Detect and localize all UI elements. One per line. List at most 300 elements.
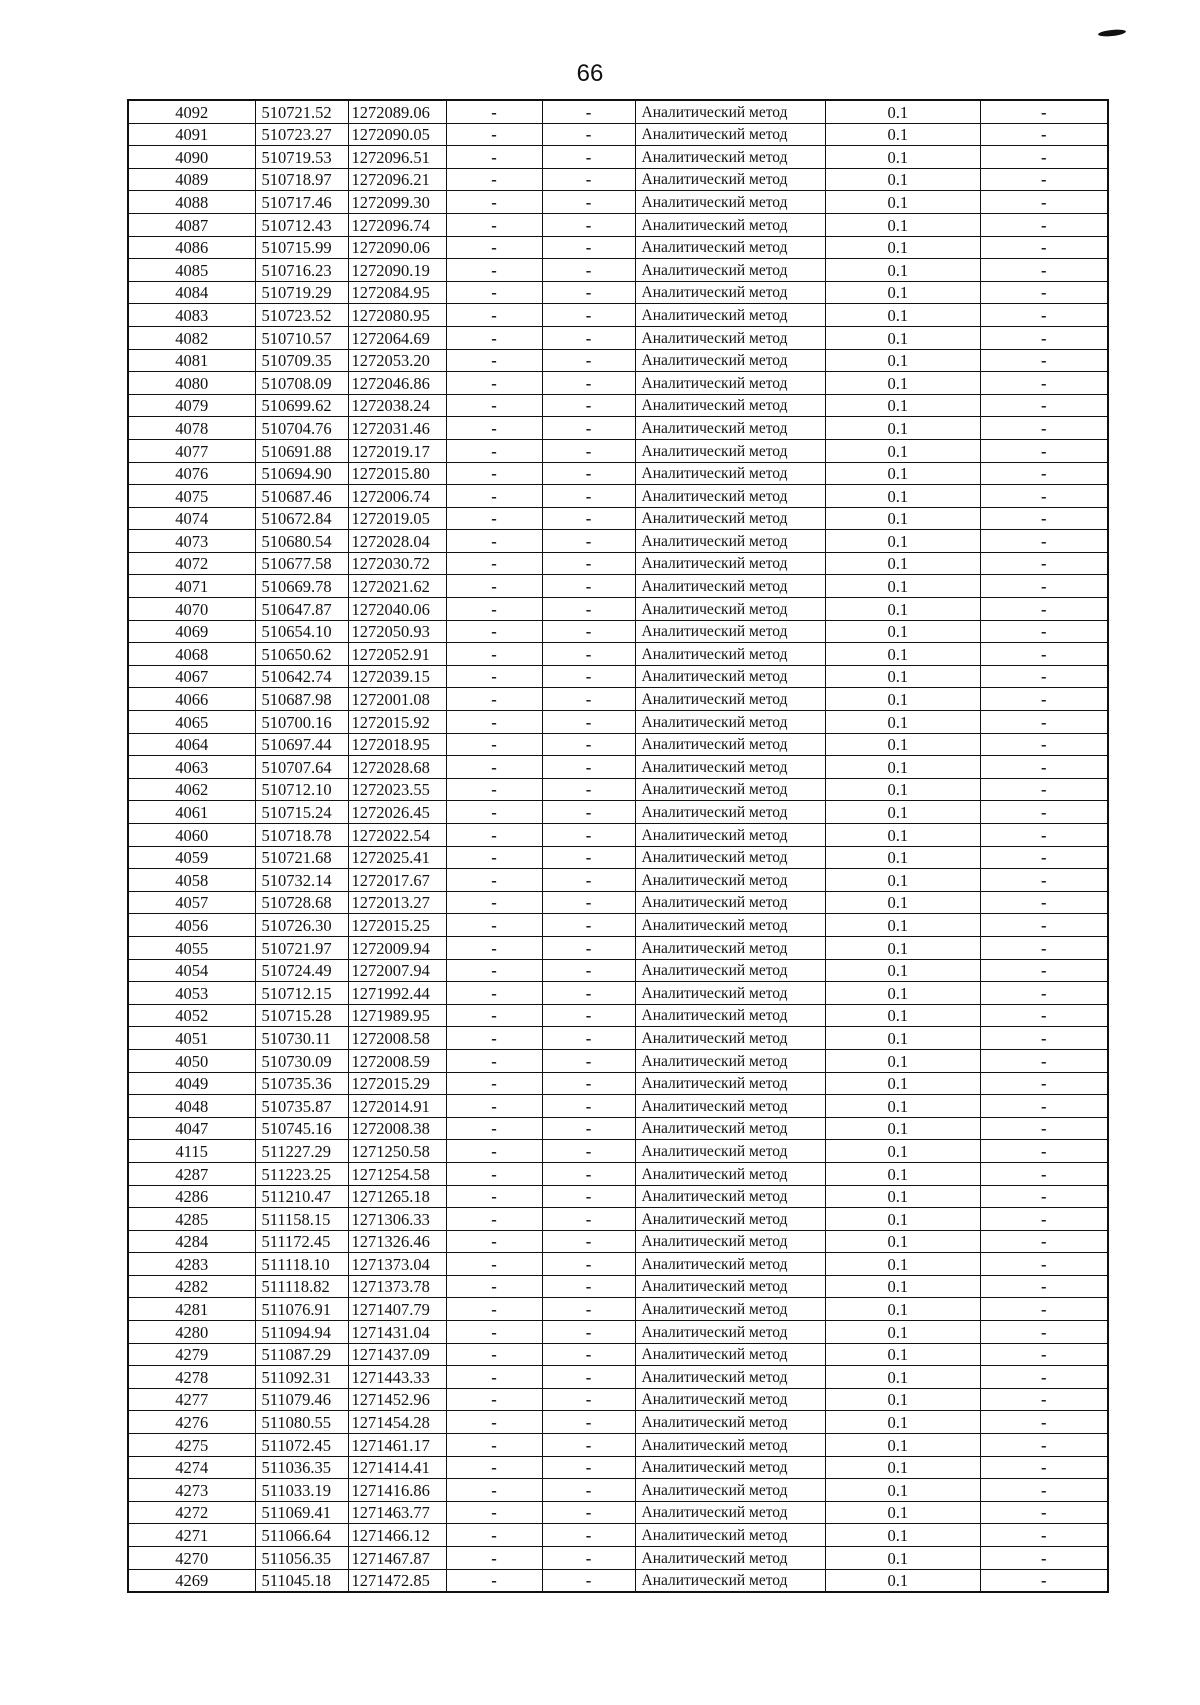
method-cell: Аналитический метод [635,191,825,214]
empty-cell: - [980,1117,1108,1140]
empty-cell: - [542,1230,635,1253]
empty-cell: - [446,1162,542,1185]
accuracy-cell: 0.1 [825,665,980,688]
point-number-cell: 4073 [128,530,255,553]
point-number-cell: 4048 [128,1095,255,1118]
empty-cell: - [980,1411,1108,1434]
x-coordinate-cell: 510712.10 [255,778,348,801]
empty-cell: - [542,1027,635,1050]
empty-cell: - [542,326,635,349]
empty-cell: - [980,1185,1108,1208]
table-row [128,1027,1108,1050]
point-number-cell: 4057 [128,891,255,914]
accuracy-cell: 0.1 [825,462,980,485]
x-coordinate-cell: 511056.35 [255,1547,348,1570]
method-cell: Аналитический метод [635,1366,825,1389]
empty-cell: - [542,665,635,688]
x-coordinate-cell: 510730.11 [255,1027,348,1050]
empty-cell: - [446,326,542,349]
point-number-cell: 4286 [128,1185,255,1208]
table-row [128,1321,1108,1344]
table-row [128,552,1108,575]
method-cell: Аналитический метод [635,485,825,508]
accuracy-cell: 0.1 [825,891,980,914]
empty-cell: - [542,1095,635,1118]
accuracy-cell: 0.1 [825,552,980,575]
method-cell: Аналитический метод [635,1501,825,1524]
point-number-cell: 4074 [128,507,255,530]
empty-cell: - [980,575,1108,598]
method-cell: Аналитический метод [635,439,825,462]
y-coordinate-cell: 1272017.67 [348,869,446,892]
x-coordinate-cell: 511045.18 [255,1569,348,1592]
empty-cell: - [542,1411,635,1434]
table-row [128,1388,1108,1411]
point-number-cell: 4075 [128,485,255,508]
table-row [128,1479,1108,1502]
empty-cell: - [542,688,635,711]
y-coordinate-cell: 1272090.19 [348,259,446,282]
x-coordinate-cell: 511087.29 [255,1343,348,1366]
y-coordinate-cell: 1272090.05 [348,123,446,146]
x-coordinate-cell: 510672.84 [255,507,348,530]
accuracy-cell: 0.1 [825,281,980,304]
table-row [128,123,1108,146]
method-cell: Аналитический метод [635,620,825,643]
empty-cell: - [446,1524,542,1547]
empty-cell: - [446,982,542,1005]
table-row [128,304,1108,327]
point-number-cell: 4270 [128,1547,255,1570]
table-row [128,417,1108,440]
empty-cell: - [446,281,542,304]
empty-cell: - [980,236,1108,259]
method-cell: Аналитический метод [635,1253,825,1276]
y-coordinate-cell: 1272090.06 [348,236,446,259]
empty-cell: - [980,1343,1108,1366]
y-coordinate-cell: 1272015.29 [348,1072,446,1095]
empty-cell: - [446,1095,542,1118]
table-row [128,146,1108,169]
x-coordinate-cell: 510647.87 [255,598,348,621]
accuracy-cell: 0.1 [825,733,980,756]
empty-cell: - [980,688,1108,711]
empty-cell: - [446,891,542,914]
y-coordinate-cell: 1272052.91 [348,643,446,666]
accuracy-cell: 0.1 [825,1049,980,1072]
table-row [128,1162,1108,1185]
accuracy-cell: 0.1 [825,1343,980,1366]
x-coordinate-cell: 511076.91 [255,1298,348,1321]
empty-cell: - [446,417,542,440]
table-row [128,394,1108,417]
accuracy-cell: 0.1 [825,213,980,236]
x-coordinate-cell: 510715.24 [255,801,348,824]
point-number-cell: 4283 [128,1253,255,1276]
x-coordinate-cell: 511158.15 [255,1208,348,1231]
x-coordinate-cell: 511072.45 [255,1434,348,1457]
method-cell: Аналитический метод [635,1095,825,1118]
point-number-cell: 4281 [128,1298,255,1321]
method-cell: Аналитический метод [635,1049,825,1072]
method-cell: Аналитический метод [635,1275,825,1298]
x-coordinate-cell: 510709.35 [255,349,348,372]
x-coordinate-cell: 511033.19 [255,1479,348,1502]
point-number-cell: 4086 [128,236,255,259]
y-coordinate-cell: 1272028.68 [348,756,446,779]
y-coordinate-cell: 1272008.38 [348,1117,446,1140]
empty-cell: - [542,575,635,598]
x-coordinate-cell: 510697.44 [255,733,348,756]
point-number-cell: 4067 [128,665,255,688]
y-coordinate-cell: 1272022.54 [348,824,446,847]
empty-cell: - [446,123,542,146]
table-row [128,756,1108,779]
x-coordinate-cell: 510687.98 [255,688,348,711]
y-coordinate-cell: 1272089.06 [348,100,446,123]
method-cell: Аналитический метод [635,1547,825,1570]
point-number-cell: 4083 [128,304,255,327]
empty-cell: - [980,507,1108,530]
table-row [128,168,1108,191]
empty-cell: - [542,123,635,146]
method-cell: Аналитический метод [635,665,825,688]
empty-cell: - [446,1004,542,1027]
empty-cell: - [980,936,1108,959]
empty-cell: - [446,530,542,553]
point-number-cell: 4055 [128,936,255,959]
empty-cell: - [446,778,542,801]
empty-cell: - [980,146,1108,169]
method-cell: Аналитический метод [635,643,825,666]
empty-cell: - [980,643,1108,666]
empty-cell: - [446,236,542,259]
table-row [128,281,1108,304]
accuracy-cell: 0.1 [825,756,980,779]
table-row [128,259,1108,282]
y-coordinate-cell: 1272014.91 [348,1095,446,1118]
y-coordinate-cell: 1272096.51 [348,146,446,169]
accuracy-cell: 0.1 [825,1072,980,1095]
accuracy-cell: 0.1 [825,1162,980,1185]
empty-cell: - [980,1524,1108,1547]
empty-cell: - [446,756,542,779]
empty-cell: - [542,1298,635,1321]
empty-cell: - [446,1117,542,1140]
empty-cell: - [980,1388,1108,1411]
x-coordinate-cell: 510721.97 [255,936,348,959]
y-coordinate-cell: 1271992.44 [348,982,446,1005]
empty-cell: - [980,1366,1108,1389]
method-cell: Аналитический метод [635,1479,825,1502]
empty-cell: - [446,485,542,508]
accuracy-cell: 0.1 [825,1253,980,1276]
empty-cell: - [980,417,1108,440]
empty-cell: - [542,891,635,914]
method-cell: Аналитический метод [635,349,825,372]
point-number-cell: 4054 [128,959,255,982]
point-number-cell: 4092 [128,100,255,123]
y-coordinate-cell: 1271326.46 [348,1230,446,1253]
empty-cell: - [980,869,1108,892]
empty-cell: - [980,485,1108,508]
y-coordinate-cell: 1271306.33 [348,1208,446,1231]
table-row [128,711,1108,734]
accuracy-cell: 0.1 [825,1095,980,1118]
empty-cell: - [446,1479,542,1502]
table-row [128,598,1108,621]
y-coordinate-cell: 1272023.55 [348,778,446,801]
empty-cell: - [446,213,542,236]
method-cell: Аналитический метод [635,824,825,847]
empty-cell: - [542,1140,635,1163]
method-cell: Аналитический метод [635,1072,825,1095]
table-row [128,1117,1108,1140]
empty-cell: - [446,1230,542,1253]
point-number-cell: 4090 [128,146,255,169]
page-number: 66 [576,60,604,87]
y-coordinate-cell: 1272008.59 [348,1049,446,1072]
y-coordinate-cell: 1272019.05 [348,507,446,530]
table-row [128,1434,1108,1457]
empty-cell: - [542,304,635,327]
accuracy-cell: 0.1 [825,1501,980,1524]
empty-cell: - [446,168,542,191]
empty-cell: - [980,1072,1108,1095]
empty-cell: - [980,1253,1108,1276]
table-row [128,959,1108,982]
empty-cell: - [446,100,542,123]
y-coordinate-cell: 1272009.94 [348,936,446,959]
table-row [128,733,1108,756]
accuracy-cell: 0.1 [825,1004,980,1027]
accuracy-cell: 0.1 [825,1230,980,1253]
point-number-cell: 4085 [128,259,255,282]
method-cell: Аналитический метод [635,462,825,485]
accuracy-cell: 0.1 [825,1298,980,1321]
empty-cell: - [980,191,1108,214]
empty-cell: - [542,552,635,575]
method-cell: Аналитический метод [635,552,825,575]
empty-cell: - [980,1275,1108,1298]
empty-cell: - [446,959,542,982]
empty-cell: - [446,1366,542,1389]
method-cell: Аналитический метод [635,1185,825,1208]
x-coordinate-cell: 510716.23 [255,259,348,282]
accuracy-cell: 0.1 [825,1027,980,1050]
empty-cell: - [446,914,542,937]
empty-cell: - [446,801,542,824]
y-coordinate-cell: 1272028.04 [348,530,446,553]
point-number-cell: 4084 [128,281,255,304]
x-coordinate-cell: 510724.49 [255,959,348,982]
empty-cell: - [446,1388,542,1411]
point-number-cell: 4277 [128,1388,255,1411]
point-number-cell: 4053 [128,982,255,1005]
y-coordinate-cell: 1272008.58 [348,1027,446,1050]
table-row [128,236,1108,259]
method-cell: Аналитический метод [635,869,825,892]
empty-cell: - [542,146,635,169]
table-row [128,530,1108,553]
empty-cell: - [980,439,1108,462]
coordinates-table-body [128,100,1108,1592]
empty-cell: - [446,869,542,892]
method-cell: Аналитический метод [635,507,825,530]
empty-cell: - [542,982,635,1005]
empty-cell: - [980,1569,1108,1592]
method-cell: Аналитический метод [635,936,825,959]
point-number-cell: 4089 [128,168,255,191]
empty-cell: - [542,801,635,824]
x-coordinate-cell: 510715.99 [255,236,348,259]
y-coordinate-cell: 1272096.74 [348,213,446,236]
empty-cell: - [980,100,1108,123]
empty-cell: - [446,1049,542,1072]
empty-cell: - [446,372,542,395]
empty-cell: - [542,1185,635,1208]
x-coordinate-cell: 510707.64 [255,756,348,779]
empty-cell: - [542,1004,635,1027]
point-number-cell: 4079 [128,394,255,417]
empty-cell: - [542,1456,635,1479]
empty-cell: - [446,620,542,643]
y-coordinate-cell: 1272040.06 [348,598,446,621]
point-number-cell: 4272 [128,1501,255,1524]
x-coordinate-cell: 510735.36 [255,1072,348,1095]
accuracy-cell: 0.1 [825,1275,980,1298]
method-cell: Аналитический метод [635,575,825,598]
empty-cell: - [980,304,1108,327]
table-row [128,982,1108,1005]
point-number-cell: 4282 [128,1275,255,1298]
empty-cell: - [446,1298,542,1321]
x-coordinate-cell: 510728.68 [255,891,348,914]
x-coordinate-cell: 510719.53 [255,146,348,169]
empty-cell: - [446,665,542,688]
table-row [128,801,1108,824]
accuracy-cell: 0.1 [825,1208,980,1231]
x-coordinate-cell: 510712.43 [255,213,348,236]
y-coordinate-cell: 1272039.15 [348,665,446,688]
accuracy-cell: 0.1 [825,959,980,982]
method-cell: Аналитический метод [635,1343,825,1366]
method-cell: Аналитический метод [635,778,825,801]
y-coordinate-cell: 1272030.72 [348,552,446,575]
method-cell: Аналитический метод [635,1027,825,1050]
y-coordinate-cell: 1271472.85 [348,1569,446,1592]
empty-cell: - [446,824,542,847]
empty-cell: - [980,778,1108,801]
accuracy-cell: 0.1 [825,936,980,959]
y-coordinate-cell: 1272019.17 [348,439,446,462]
scan-mark [1098,29,1126,38]
empty-cell: - [542,213,635,236]
method-cell: Аналитический метод [635,891,825,914]
empty-cell: - [446,146,542,169]
table-row [128,778,1108,801]
method-cell: Аналитический метод [635,1004,825,1027]
x-coordinate-cell: 510745.16 [255,1117,348,1140]
method-cell: Аналитический метод [635,846,825,869]
empty-cell: - [980,1162,1108,1185]
accuracy-cell: 0.1 [825,1185,980,1208]
table-row [128,891,1108,914]
empty-cell: - [980,1004,1108,1027]
point-number-cell: 4052 [128,1004,255,1027]
x-coordinate-cell: 511036.35 [255,1456,348,1479]
y-coordinate-cell: 1271437.09 [348,1343,446,1366]
accuracy-cell: 0.1 [825,507,980,530]
point-number-cell: 4284 [128,1230,255,1253]
y-coordinate-cell: 1272080.95 [348,304,446,327]
x-coordinate-cell: 510687.46 [255,485,348,508]
empty-cell: - [980,756,1108,779]
table-row [128,1230,1108,1253]
method-cell: Аналитический метод [635,1321,825,1344]
empty-cell: - [980,1321,1108,1344]
method-cell: Аналитический метод [635,417,825,440]
table-row [128,507,1108,530]
accuracy-cell: 0.1 [825,417,980,440]
empty-cell: - [446,394,542,417]
point-number-cell: 4081 [128,349,255,372]
empty-cell: - [542,439,635,462]
y-coordinate-cell: 1271461.17 [348,1434,446,1457]
empty-cell: - [542,530,635,553]
empty-cell: - [446,711,542,734]
accuracy-cell: 0.1 [825,1388,980,1411]
point-number-cell: 4279 [128,1343,255,1366]
table-row [128,1547,1108,1570]
empty-cell: - [542,869,635,892]
accuracy-cell: 0.1 [825,1117,980,1140]
empty-cell: - [446,1185,542,1208]
empty-cell: - [980,620,1108,643]
point-number-cell: 4069 [128,620,255,643]
empty-cell: - [542,914,635,937]
empty-cell: - [446,846,542,869]
point-number-cell: 4065 [128,711,255,734]
method-cell: Аналитический метод [635,100,825,123]
method-cell: Аналитический метод [635,1298,825,1321]
method-cell: Аналитический метод [635,688,825,711]
table-row [128,824,1108,847]
method-cell: Аналитический метод [635,259,825,282]
empty-cell: - [542,236,635,259]
empty-cell: - [542,936,635,959]
empty-cell: - [980,349,1108,372]
empty-cell: - [542,1569,635,1592]
accuracy-cell: 0.1 [825,372,980,395]
empty-cell: - [542,191,635,214]
x-coordinate-cell: 511118.10 [255,1253,348,1276]
empty-cell: - [542,1049,635,1072]
point-number-cell: 4070 [128,598,255,621]
empty-cell: - [980,1547,1108,1570]
method-cell: Аналитический метод [635,304,825,327]
empty-cell: - [446,1275,542,1298]
point-number-cell: 4091 [128,123,255,146]
y-coordinate-cell: 1272015.80 [348,462,446,485]
empty-cell: - [980,1479,1108,1502]
accuracy-cell: 0.1 [825,1479,980,1502]
empty-cell: - [980,598,1108,621]
method-cell: Аналитический метод [635,959,825,982]
accuracy-cell: 0.1 [825,326,980,349]
y-coordinate-cell: 1271454.28 [348,1411,446,1434]
empty-cell: - [542,462,635,485]
